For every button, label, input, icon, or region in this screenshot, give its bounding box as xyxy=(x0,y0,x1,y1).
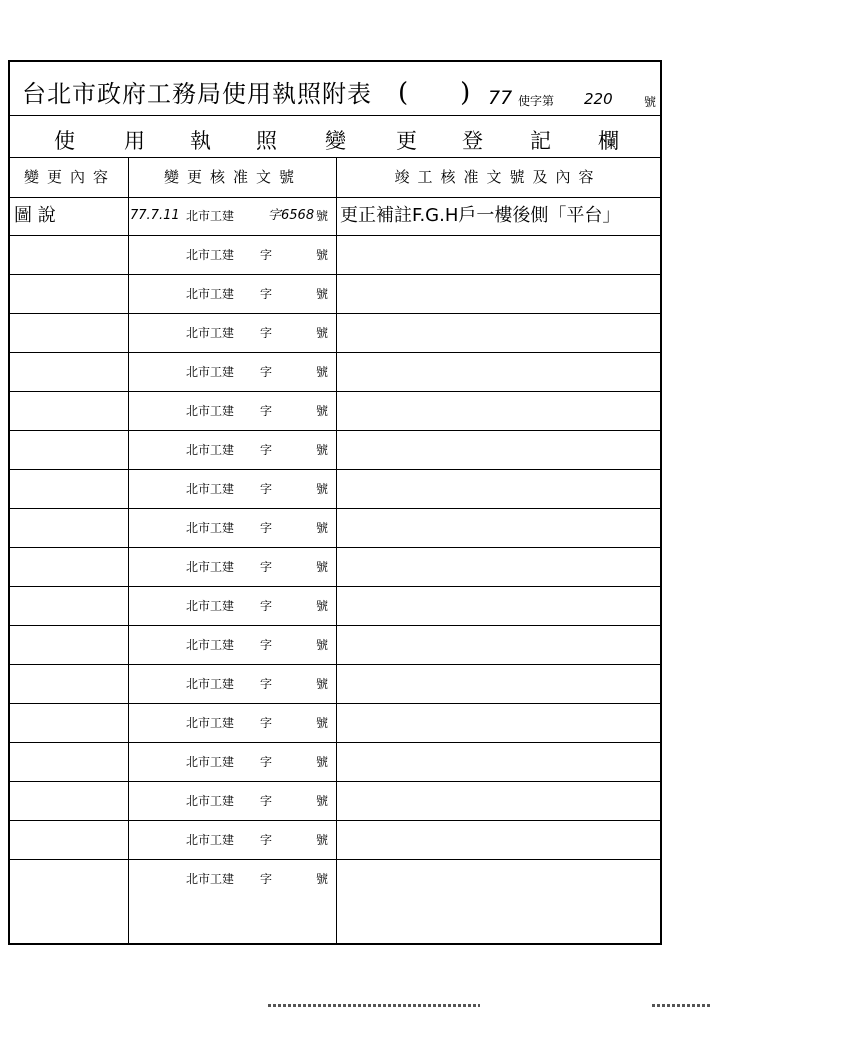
row-hao-cell: 號 xyxy=(316,872,329,886)
row-zi-cell: 字 xyxy=(260,365,273,379)
table-row xyxy=(10,626,660,665)
table-row xyxy=(10,314,660,353)
usage-permit-form xyxy=(8,60,662,945)
section-char: 記 xyxy=(530,129,551,153)
section-char: 登 xyxy=(462,129,483,153)
table-row xyxy=(10,665,660,704)
row-zi-cell: 字 xyxy=(260,404,273,418)
table-row xyxy=(10,197,660,236)
row-hao-cell: 號 xyxy=(316,794,329,808)
row-zi-cell: 字 xyxy=(260,599,273,613)
row-note-cell: 更正補註F.G.H戶一樓後側「平台」 xyxy=(340,205,621,226)
row-zi-cell: 字 xyxy=(260,521,273,535)
row-zi-cell: 字 xyxy=(260,677,273,691)
row-zi-cell: 字 xyxy=(260,638,273,652)
scan-artifact xyxy=(268,1004,480,1007)
row-zi-cell: 字 xyxy=(260,755,273,769)
table-row xyxy=(10,470,660,509)
row-office-cell: 北市工建 xyxy=(186,638,235,652)
table-row xyxy=(10,392,660,431)
row-date-cell: 77.7.11 xyxy=(130,208,180,223)
row-hao-cell: 號 xyxy=(316,716,329,730)
row-office-cell: 北市工建 xyxy=(186,560,235,574)
row-zi-cell: 字 xyxy=(260,794,273,808)
row-office-cell: 北市工建 xyxy=(186,755,235,769)
section-char: 欄 xyxy=(598,129,619,153)
row-hao-cell: 號 xyxy=(316,677,329,691)
row-zi-cell: 字 xyxy=(260,443,273,457)
table-row xyxy=(10,860,660,899)
row-zi-cell: 字 xyxy=(260,560,273,574)
row-content-cell: 圖 說 xyxy=(14,205,56,226)
row-office-cell: 北市工建 xyxy=(186,521,235,535)
row-office-cell: 北市工建 xyxy=(186,404,235,418)
column-header-approval: 變更核准文號 xyxy=(163,168,302,186)
row-zi-cell: 字 xyxy=(260,287,273,301)
section-char: 使 xyxy=(54,129,75,153)
row-hao-cell: 號 xyxy=(316,833,329,847)
row-office-cell: 北市工建 xyxy=(186,677,235,691)
row-hao-cell: 號 xyxy=(316,755,329,769)
row-zi-cell: 字 xyxy=(260,872,273,886)
row-hao-cell: 號 xyxy=(316,560,329,574)
permit-prefix: 使字第 xyxy=(518,94,555,108)
row-office-cell: 北市工建 xyxy=(186,287,235,301)
row-hao-cell: 號 xyxy=(316,404,329,418)
row-hao-cell: 號 xyxy=(316,248,329,262)
table-row xyxy=(10,353,660,392)
table-row xyxy=(10,704,660,743)
column-header-row xyxy=(10,157,660,198)
row-zi-number-cell: 字6568 xyxy=(268,208,315,223)
row-hao-cell: 號 xyxy=(316,365,329,379)
column-header-completion: 竣工核准文號及內容 xyxy=(394,168,602,186)
table-row xyxy=(10,236,660,275)
row-office-cell: 北市工建 xyxy=(186,443,235,457)
row-office-cell: 北市工建 xyxy=(186,326,235,340)
table-row xyxy=(10,431,660,470)
table-row xyxy=(10,587,660,626)
table-row xyxy=(10,275,660,314)
row-office-cell: 北市工建 xyxy=(186,599,235,613)
section-heading-row xyxy=(10,115,660,158)
column-header-content: 變更內容 xyxy=(23,168,116,186)
row-office-cell: 北市工建 xyxy=(186,833,235,847)
row-zi-cell: 字 xyxy=(260,716,273,730)
table-row xyxy=(10,821,660,860)
row-zi-cell: 字 xyxy=(260,248,273,262)
permit-suffix: 號 xyxy=(644,95,657,109)
table-row xyxy=(10,782,660,821)
title-parenthesis: ( ) xyxy=(398,78,471,108)
row-zi-cell: 字 xyxy=(260,482,273,496)
section-char: 用 xyxy=(124,129,145,153)
section-char: 更 xyxy=(396,129,417,153)
row-hao-cell: 號 xyxy=(316,326,329,340)
scan-artifact xyxy=(652,1004,712,1007)
row-hao-cell: 號 xyxy=(316,482,329,496)
section-char: 執 xyxy=(190,129,211,153)
row-office-cell: 北市工建 xyxy=(186,209,235,223)
row-zi-cell: 字 xyxy=(260,833,273,847)
row-office-cell: 北市工建 xyxy=(186,872,235,886)
row-hao-cell: 號 xyxy=(316,209,329,223)
handwritten-permit-number: 220 xyxy=(584,90,613,108)
row-office-cell: 北市工建 xyxy=(186,482,235,496)
table-row xyxy=(10,743,660,782)
row-hao-cell: 號 xyxy=(316,521,329,535)
row-hao-cell: 號 xyxy=(316,599,329,613)
table-row xyxy=(10,548,660,587)
title-row xyxy=(10,62,660,116)
row-zi-cell: 字 xyxy=(260,326,273,340)
row-office-cell: 北市工建 xyxy=(186,248,235,262)
form-title: 台北市政府工務局使用執照附表 xyxy=(22,80,372,108)
section-char: 變 xyxy=(325,129,346,153)
handwritten-year: 77 xyxy=(488,87,513,109)
row-office-cell: 北市工建 xyxy=(186,716,235,730)
row-office-cell: 北市工建 xyxy=(186,794,235,808)
row-hao-cell: 號 xyxy=(316,638,329,652)
table-row xyxy=(10,509,660,548)
section-char: 照 xyxy=(256,129,277,153)
row-office-cell: 北市工建 xyxy=(186,365,235,379)
row-hao-cell: 號 xyxy=(316,443,329,457)
row-hao-cell: 號 xyxy=(316,287,329,301)
